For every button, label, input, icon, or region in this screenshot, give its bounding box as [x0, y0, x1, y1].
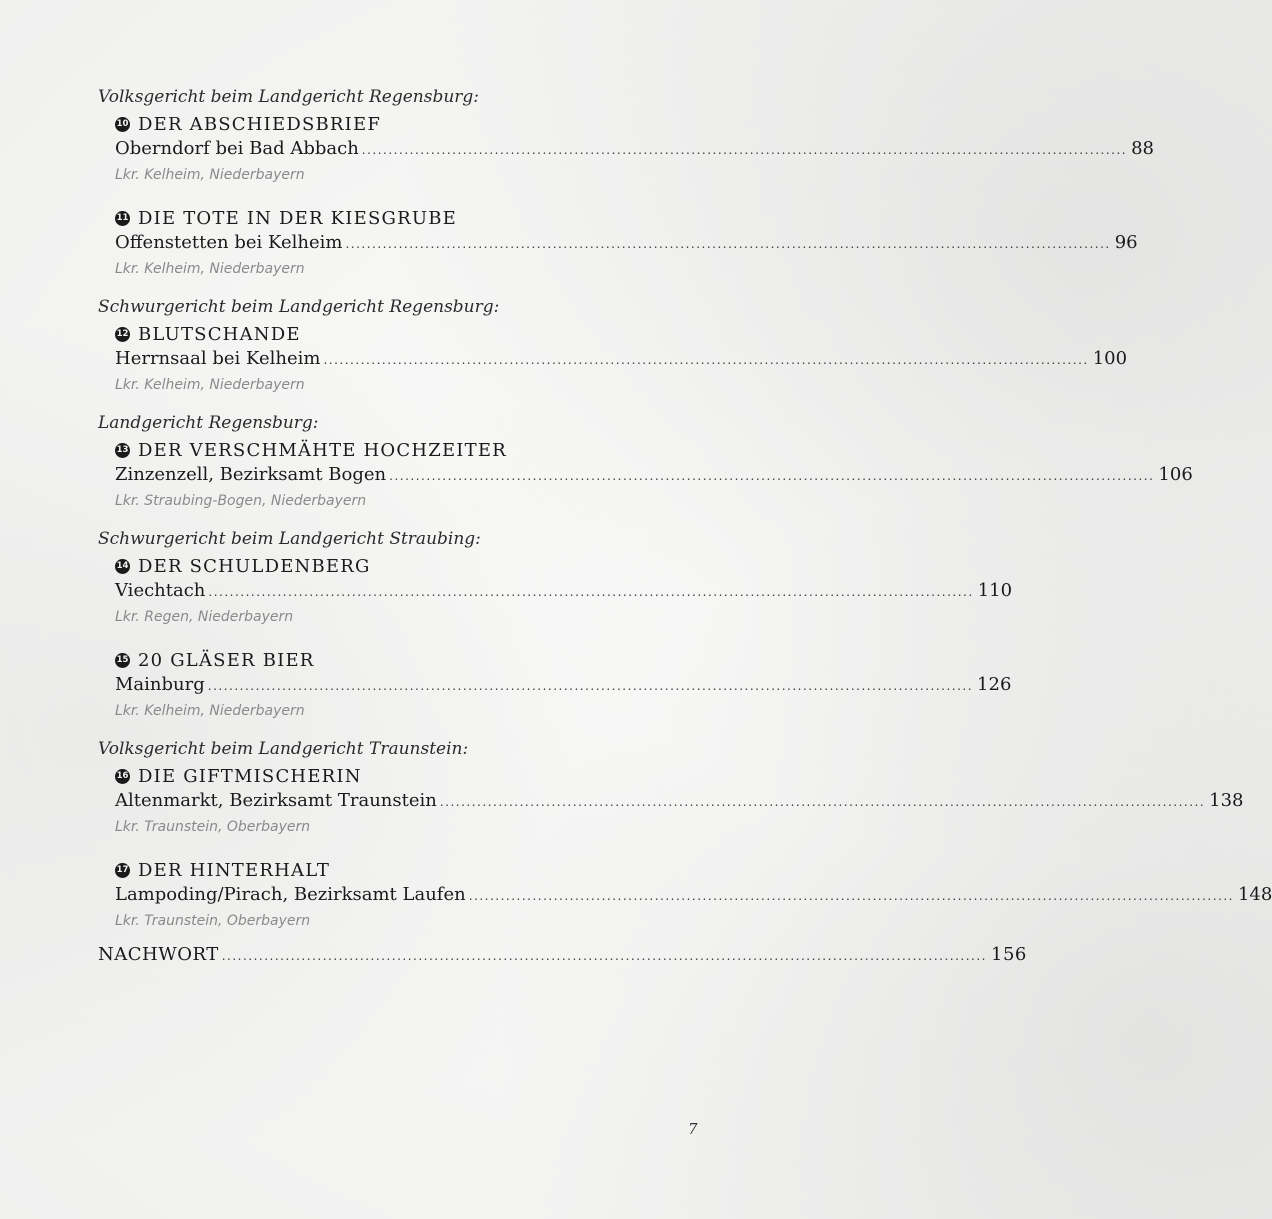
toc-group	[98, 528, 1013, 724]
place-label: Viechtach	[115, 580, 206, 601]
entry-title	[115, 320, 700, 348]
chapter-number-badge: 15	[115, 653, 130, 668]
toc-entry	[98, 552, 1013, 630]
chapter-title: BLUTSCHANDE	[138, 323, 301, 345]
chapter-number-badge: 11	[115, 211, 130, 226]
page-number: 148	[1237, 884, 1272, 905]
toc-group	[98, 296, 1128, 398]
chapter-number-badge: 14	[115, 559, 130, 574]
page-number: 110	[977, 580, 1013, 601]
district-label: Lkr. Kelheim, Niederbayern	[115, 167, 305, 183]
place-row	[115, 790, 1244, 818]
place-row	[115, 138, 1154, 166]
place-row	[115, 580, 1013, 608]
district-label: Lkr. Kelheim, Niederbayern	[115, 261, 305, 277]
place-label: Mainburg	[115, 674, 205, 695]
leader-dots: ................................................................................................................................................	[208, 585, 974, 599]
chapter-number-badge: 13	[115, 443, 130, 458]
district-label: Lkr. Traunstein, Oberbayern	[115, 819, 311, 835]
district-label: Lkr. Kelheim, Niederbayern	[115, 703, 305, 719]
chapter-title: DER VERSCHMÄHTE HOCHZEITER	[138, 439, 507, 461]
page-number: 96	[1114, 232, 1138, 253]
place-label: Offenstetten bei Kelheim	[115, 232, 343, 253]
afterword-row	[98, 944, 1027, 974]
place-label: Altenmarkt, Bezirksamt Traunstein	[115, 790, 437, 811]
leader-dots: ................................................................................................................................................	[323, 353, 1089, 367]
toc-entry	[98, 856, 1272, 934]
district-label: Lkr. Regen, Niederbayern	[115, 609, 294, 625]
leader-dots: ................................................................................................................................................	[468, 889, 1234, 903]
folio-page-number: 7	[688, 1120, 698, 1138]
entry-title	[115, 646, 700, 674]
toc-group	[98, 738, 1272, 934]
entry-title	[115, 856, 700, 884]
court-heading: Schwurgericht beim Landgericht Regensburg:	[98, 297, 500, 317]
entry-title	[115, 436, 700, 464]
district-label: Lkr. Traunstein, Oberbayern	[115, 913, 311, 929]
place-row	[115, 884, 1272, 912]
place-label: Zinzenzell, Bezirksamt Bogen	[115, 464, 387, 485]
leader-dots: ................................................................................................................................................	[221, 949, 987, 963]
entry-title	[115, 204, 700, 232]
toc-entry	[98, 110, 1154, 188]
court-heading: Volksgericht beim Landgericht Traunstein:	[98, 739, 469, 759]
toc-entry	[98, 320, 1128, 398]
court-heading: Schwurgericht beim Landgericht Straubing:	[98, 529, 481, 549]
chapter-number-badge: 17	[115, 863, 130, 878]
place-row	[115, 464, 1193, 492]
toc-group	[98, 86, 1154, 282]
leader-dots: ................................................................................................................................................	[345, 237, 1111, 251]
entry-title	[115, 110, 700, 138]
toc-entry	[98, 436, 1193, 514]
table-of-contents	[98, 86, 1272, 974]
court-heading: Landgericht Regensburg:	[98, 413, 319, 433]
chapter-title: DER HINTERHALT	[138, 859, 331, 881]
chapter-number-badge: 10	[115, 117, 130, 132]
leader-dots: ................................................................................................................................................	[439, 795, 1206, 809]
place-label: Lampoding/Pirach, Bezirksamt Laufen	[115, 884, 466, 905]
page-number: 138	[1209, 790, 1244, 811]
chapter-title: DER ABSCHIEDSBRIEF	[138, 113, 382, 135]
chapter-title: DIE GIFTMISCHERIN	[138, 765, 362, 787]
page-number: 88	[1131, 138, 1154, 159]
place-label: Oberndorf bei Bad Abbach	[115, 138, 359, 159]
place-label: Herrnsaal bei Kelheim	[115, 348, 321, 369]
leader-dots: ................................................................................................................................................	[207, 679, 974, 693]
page-number: 100	[1092, 348, 1128, 369]
district-label: Lkr. Kelheim, Niederbayern	[115, 377, 305, 393]
toc-entry	[98, 646, 1012, 724]
page-number: 126	[977, 674, 1012, 695]
chapter-title: DER SCHULDENBERG	[138, 555, 371, 577]
toc-entry	[98, 204, 1138, 282]
chapter-title: DIE TOTE IN DER KIESGRUBE	[138, 207, 457, 229]
page-number: 156	[991, 944, 1027, 965]
entry-title	[115, 762, 700, 790]
chapter-number-badge: 16	[115, 769, 130, 784]
court-heading: Volksgericht beim Landgericht Regensburg:	[98, 87, 480, 107]
chapter-number-badge: 12	[115, 327, 130, 342]
leader-dots: ................................................................................................................................................	[389, 469, 1155, 483]
leader-dots: ................................................................................................................................................	[361, 143, 1128, 157]
entry-title	[115, 552, 700, 580]
toc-group	[98, 412, 1193, 514]
toc-entry	[98, 762, 1244, 840]
page-number: 106	[1158, 464, 1193, 485]
place-row	[115, 232, 1138, 260]
afterword-label: NACHWORT	[98, 944, 219, 965]
chapter-title: 20 GLÄSER BIER	[138, 649, 315, 671]
district-label: Lkr. Straubing-Bogen, Niederbayern	[115, 493, 367, 509]
place-row	[115, 674, 1012, 702]
place-row	[115, 348, 1128, 376]
